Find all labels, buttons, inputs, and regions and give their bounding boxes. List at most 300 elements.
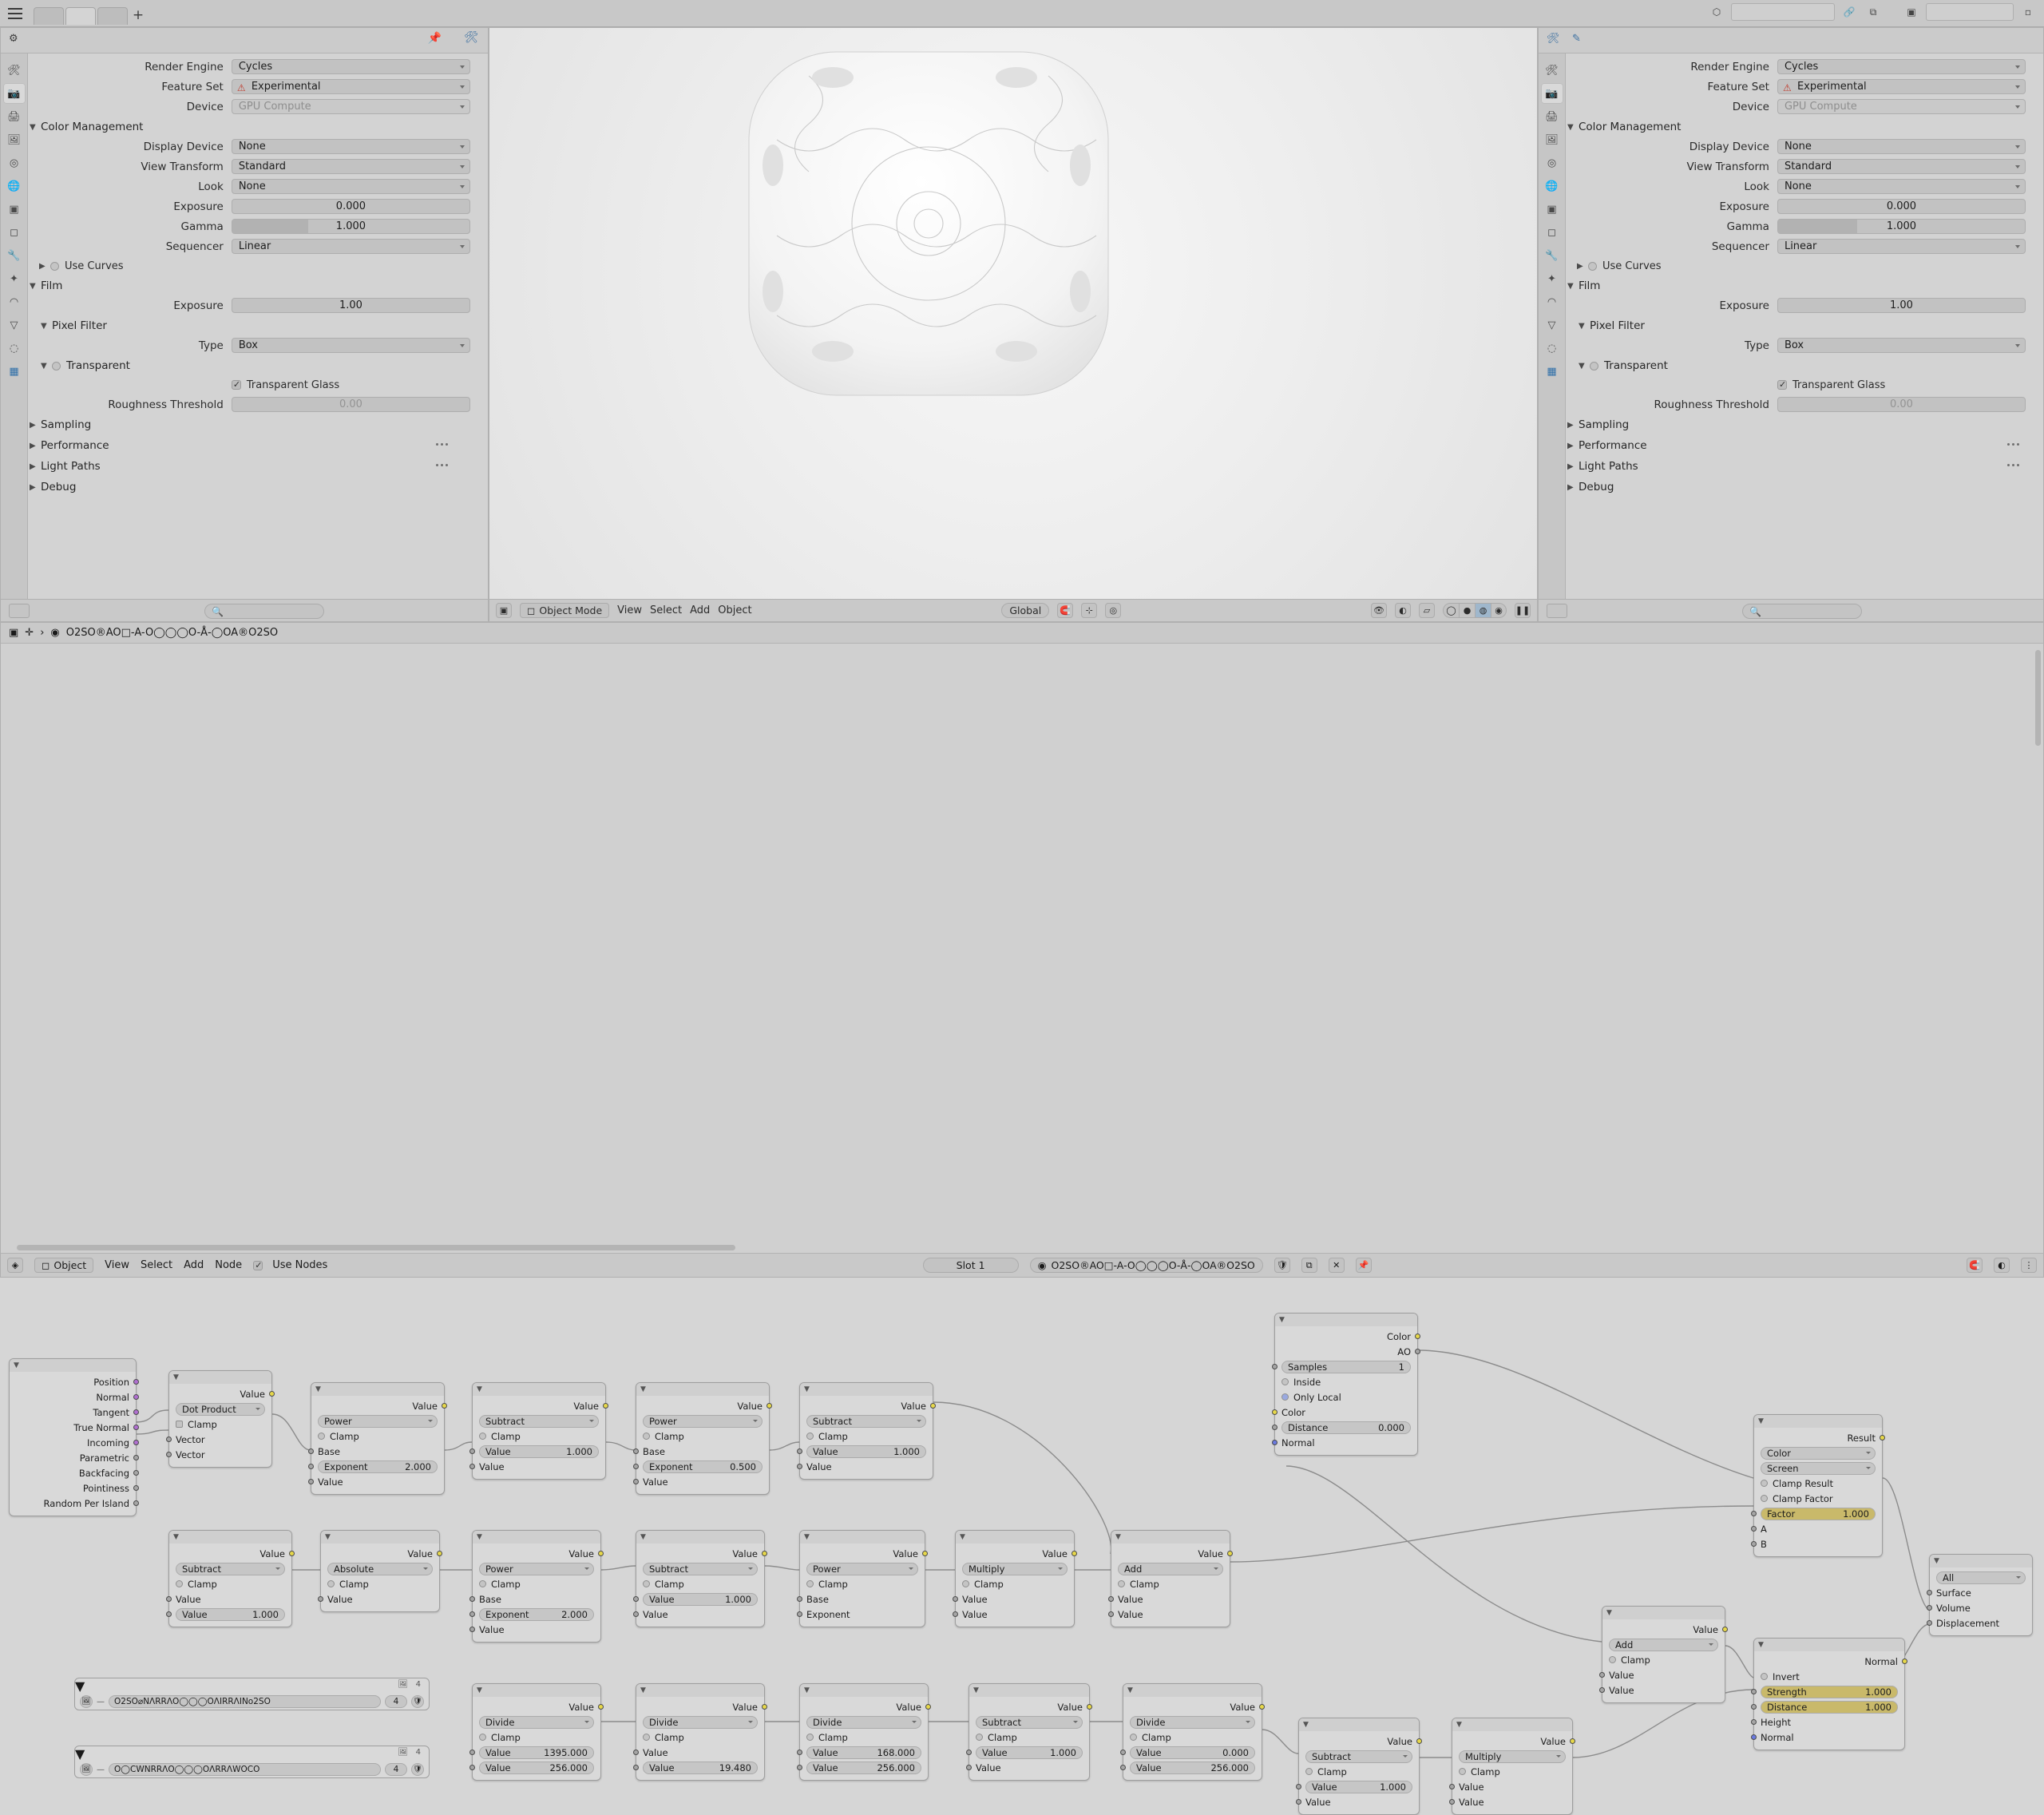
toggle[interactable] — [643, 1580, 650, 1587]
node-toggle-row[interactable] — [636, 1429, 769, 1444]
output-socket[interactable] — [1415, 1349, 1420, 1354]
input-socket[interactable] — [797, 1596, 802, 1602]
input-socket[interactable] — [1927, 1590, 1932, 1595]
node-header[interactable] — [800, 1531, 925, 1544]
tab-render[interactable]: 📷 — [1541, 83, 1563, 104]
output-socket[interactable] — [133, 1394, 139, 1400]
node-value-field[interactable] — [800, 1745, 928, 1760]
dropdown-value[interactable]: Divide — [479, 1716, 594, 1729]
input-socket[interactable] — [633, 1750, 639, 1755]
gamma-slider[interactable] — [1777, 219, 2026, 234]
node-input-row[interactable] — [311, 1474, 444, 1489]
input-socket[interactable] — [166, 1452, 172, 1457]
node-output-row[interactable] — [1299, 1734, 1419, 1749]
performance-options-icon[interactable] — [2007, 443, 2019, 446]
node-output-socket-row[interactable] — [10, 1435, 136, 1450]
output-socket[interactable] — [598, 1551, 604, 1556]
node-toggle-row[interactable] — [1275, 1389, 1417, 1405]
value-field[interactable] — [1130, 1762, 1255, 1774]
toggle[interactable] — [327, 1580, 335, 1587]
node-header[interactable] — [1754, 1415, 1882, 1428]
snap-magnet-icon[interactable]: 🧲 — [1057, 603, 1073, 618]
tab-particles[interactable]: ✦ — [10, 272, 18, 285]
node-n_dot[interactable] — [168, 1370, 272, 1468]
node-input-row[interactable] — [1930, 1615, 2032, 1631]
node-header[interactable] — [1754, 1639, 1904, 1651]
node-input-row[interactable] — [1452, 1794, 1572, 1809]
node-input-row[interactable] — [1930, 1585, 2032, 1600]
node-n_sub1[interactable] — [472, 1382, 606, 1480]
tab-tool[interactable]: 🛠 — [1545, 64, 1559, 77]
input-socket[interactable] — [166, 1596, 172, 1602]
toggle[interactable] — [1761, 1480, 1768, 1487]
editor-type-button[interactable] — [9, 604, 30, 618]
tab-world[interactable]: 🌐 — [1545, 180, 1559, 192]
input-socket[interactable] — [633, 1611, 639, 1617]
node-operation-dropdown[interactable] — [1123, 1714, 1262, 1730]
tab-view-layer[interactable]: 🖼 — [7, 133, 21, 146]
chevron-down-icon[interactable]: ▼ — [477, 1533, 482, 1541]
node-output-socket-row[interactable] — [10, 1465, 136, 1480]
toggle[interactable] — [643, 1433, 650, 1440]
node-operation-dropdown[interactable] — [1111, 1561, 1230, 1576]
output-socket[interactable] — [1880, 1435, 1885, 1441]
tab-constraints[interactable]: ▽ — [10, 319, 18, 331]
pixel-filter-type-dropdown[interactable]: Box — [1777, 338, 2026, 353]
shield-icon[interactable]: 🛡 — [411, 1763, 424, 1776]
viewlayer-add-icon[interactable]: ▫ — [2018, 3, 2038, 21]
section-light-paths[interactable] — [1567, 458, 2026, 475]
section-debug[interactable] — [1567, 478, 2026, 496]
node-operation-dropdown[interactable] — [636, 1714, 764, 1730]
input-socket[interactable] — [797, 1750, 802, 1755]
scene-field[interactable] — [1731, 3, 1835, 21]
tab-data[interactable]: ◌ — [9, 342, 19, 355]
node-operation-dropdown[interactable] — [636, 1561, 764, 1576]
film-exposure-field[interactable] — [1777, 298, 2026, 313]
horizontal-scrollbar[interactable] — [17, 1245, 735, 1250]
node-header[interactable] — [636, 1531, 764, 1544]
node-output-row[interactable] — [1754, 1654, 1904, 1669]
snap-target-icon[interactable]: ⊹ — [1081, 603, 1097, 618]
output-socket[interactable] — [922, 1551, 928, 1556]
toggle[interactable] — [806, 1433, 814, 1440]
tab-tool[interactable]: 🛠 — [7, 64, 21, 77]
copy-icon[interactable]: ⧉ — [1301, 1258, 1317, 1273]
section-sampling[interactable] — [1567, 416, 2026, 434]
dropdown-value[interactable]: Subtract — [643, 1563, 758, 1575]
output-socket[interactable] — [1902, 1658, 1907, 1664]
node-input-row[interactable] — [1754, 1536, 1882, 1551]
node-header[interactable] — [1123, 1684, 1262, 1697]
vertical-scrollbar[interactable] — [2035, 650, 2041, 746]
node-output-socket-row[interactable] — [10, 1389, 136, 1405]
chevron-down-icon[interactable]: ▼ — [640, 1686, 646, 1694]
input-socket[interactable] — [1599, 1672, 1605, 1678]
tab-collection[interactable]: ▣ — [1547, 203, 1557, 216]
value-field[interactable] — [1761, 1701, 1898, 1714]
node-value-field[interactable] — [311, 1459, 444, 1474]
film-exposure-field[interactable] — [232, 298, 470, 313]
input-socket[interactable] — [1751, 1689, 1757, 1694]
node-toggle-row[interactable] — [956, 1576, 1074, 1591]
node-value-field[interactable] — [473, 1745, 600, 1760]
editor-type-icon[interactable]: ⚙ — [9, 33, 18, 45]
output-socket[interactable] — [133, 1440, 139, 1445]
workspace-tab-2[interactable] — [65, 7, 96, 25]
node-value-field[interactable] — [1754, 1506, 1882, 1521]
dropdown-value[interactable]: Power — [318, 1415, 438, 1428]
input-socket[interactable] — [966, 1765, 972, 1770]
exposure-slider[interactable] — [232, 199, 470, 214]
node-operation-dropdown[interactable] — [800, 1561, 925, 1576]
node-output-row[interactable] — [473, 1398, 605, 1413]
output-socket[interactable] — [1570, 1738, 1575, 1744]
node-header[interactable] — [169, 1531, 291, 1544]
node-operation-dropdown[interactable] — [473, 1561, 600, 1576]
node-input-row[interactable] — [800, 1607, 925, 1622]
node-input-row[interactable] — [1754, 1730, 1904, 1745]
node-input-row[interactable] — [956, 1591, 1074, 1607]
input-socket[interactable] — [1751, 1719, 1757, 1725]
node-n_add2[interactable] — [1602, 1606, 1725, 1703]
node-operation-dropdown[interactable] — [1754, 1460, 1882, 1476]
node-image-texture[interactable] — [74, 1678, 430, 1710]
visibility-icon[interactable]: 👁 — [1371, 603, 1387, 618]
input-socket[interactable] — [633, 1479, 639, 1484]
node-input-row[interactable] — [1275, 1435, 1417, 1450]
toggle[interactable] — [479, 1433, 486, 1440]
node-output-row[interactable] — [636, 1546, 764, 1561]
editor-type-icon[interactable]: 🛠 — [1547, 33, 1560, 45]
chevron-down-icon[interactable]: ▼ — [1303, 1721, 1309, 1729]
menu-icon[interactable] — [6, 5, 24, 21]
node-output-socket-row[interactable] — [10, 1496, 136, 1511]
copy-icon[interactable]: ⧉ — [1864, 3, 1883, 21]
properties-search-input[interactable] — [1742, 604, 1862, 619]
node-value-field[interactable] — [1754, 1684, 1904, 1699]
node-input-row[interactable] — [473, 1622, 600, 1637]
node-n_div3[interactable] — [799, 1683, 929, 1781]
dropdown-value[interactable]: Divide — [643, 1716, 758, 1729]
node-operation-dropdown[interactable] — [169, 1401, 271, 1417]
toggle[interactable] — [806, 1580, 814, 1587]
input-socket[interactable] — [1751, 1511, 1757, 1516]
pin-icon[interactable]: 📌 — [1356, 1258, 1372, 1273]
node-header[interactable] — [321, 1531, 439, 1544]
node-input-row[interactable] — [321, 1591, 439, 1607]
node-output-row[interactable] — [169, 1546, 291, 1561]
tab-physics[interactable]: ◠ — [9, 295, 19, 308]
node-value-field[interactable] — [169, 1607, 291, 1622]
menu-add[interactable]: Add — [184, 1259, 204, 1271]
light-paths-options-icon[interactable] — [2007, 464, 2019, 466]
node-value-field[interactable] — [1754, 1699, 1904, 1714]
look-dropdown[interactable]: None — [232, 179, 470, 194]
use-curves-checkbox[interactable] — [50, 262, 59, 271]
value-field[interactable] — [806, 1746, 921, 1759]
node-input-row[interactable] — [473, 1591, 600, 1607]
render-engine-dropdown[interactable]: Cycles — [232, 59, 470, 74]
node-operation-dropdown[interactable] — [321, 1561, 439, 1576]
input-socket[interactable] — [1272, 1425, 1278, 1430]
toggle[interactable] — [806, 1734, 814, 1741]
input-socket[interactable] — [1120, 1765, 1126, 1770]
node-output-row[interactable] — [321, 1546, 439, 1561]
menu-view[interactable]: View — [617, 604, 642, 616]
node-n_out[interactable] — [1929, 1554, 2033, 1636]
node-n_pow3[interactable] — [472, 1530, 601, 1643]
output-socket[interactable] — [762, 1551, 767, 1556]
node-toggle-row[interactable] — [969, 1730, 1089, 1745]
section-debug[interactable] — [30, 478, 470, 496]
node-input-row[interactable] — [636, 1745, 764, 1760]
tab-collection[interactable]: ▣ — [9, 203, 19, 216]
input-socket[interactable] — [1120, 1750, 1126, 1755]
output-socket[interactable] — [133, 1425, 139, 1430]
transparent-checkbox[interactable] — [52, 362, 61, 371]
node-input-row[interactable] — [169, 1591, 291, 1607]
dropdown-value[interactable]: Add — [1609, 1639, 1718, 1651]
node-header[interactable] — [473, 1383, 605, 1396]
node-header[interactable] — [800, 1383, 933, 1396]
display-device-dropdown[interactable]: None — [232, 139, 470, 154]
pause-render-icon[interactable]: ❚❚ — [1515, 603, 1531, 618]
node-operation-dropdown[interactable] — [1299, 1749, 1419, 1764]
node-input-row[interactable] — [1602, 1667, 1725, 1682]
input-socket[interactable] — [1272, 1364, 1278, 1369]
browse-image-icon[interactable]: 🖼 — [80, 1695, 93, 1708]
output-socket[interactable] — [762, 1704, 767, 1710]
viewlayer-field[interactable] — [1926, 3, 2014, 21]
chevron-down-icon[interactable]: ▼ — [1279, 1316, 1285, 1324]
tab-scene[interactable]: ◎ — [9, 157, 19, 169]
node-n_pow2[interactable] — [636, 1382, 770, 1495]
film-section[interactable] — [30, 277, 470, 295]
input-socket[interactable] — [1927, 1605, 1932, 1611]
node-n_div4[interactable] — [1123, 1683, 1262, 1781]
dropdown-value[interactable]: Multiply — [962, 1563, 1068, 1575]
node-input-row[interactable] — [800, 1591, 925, 1607]
node-value-field[interactable] — [969, 1745, 1089, 1760]
node-input-row[interactable] — [1452, 1779, 1572, 1794]
input-socket[interactable] — [953, 1596, 958, 1602]
section-sampling[interactable] — [30, 416, 470, 434]
transform-orientation-dropdown[interactable] — [1001, 603, 1049, 618]
image-user-count[interactable]: 4 — [385, 1763, 407, 1776]
input-socket[interactable] — [469, 1596, 475, 1602]
input-socket[interactable] — [1296, 1784, 1301, 1789]
tab-object[interactable]: ◻ — [10, 226, 18, 239]
output-socket[interactable] — [1415, 1334, 1420, 1339]
node-header[interactable] — [1602, 1607, 1725, 1619]
tab-world[interactable]: 🌐 — [7, 180, 21, 192]
chevron-down-icon[interactable]: ▼ — [1934, 1557, 1939, 1565]
input-socket[interactable] — [1272, 1409, 1278, 1415]
node-value-field[interactable] — [800, 1444, 933, 1459]
workspace-tab-1[interactable] — [34, 7, 64, 25]
node-header[interactable] — [311, 1383, 444, 1396]
look-dropdown[interactable]: None — [1777, 179, 2026, 194]
use-nodes-checkbox[interactable] — [253, 1261, 263, 1270]
node-value-field[interactable] — [800, 1760, 928, 1775]
input-socket[interactable] — [308, 1464, 314, 1469]
node-input-row[interactable] — [636, 1444, 769, 1459]
value-field[interactable] — [318, 1460, 438, 1473]
close-icon[interactable]: ✕ — [1329, 1258, 1345, 1273]
chevron-down-icon[interactable]: ▼ — [14, 1361, 19, 1369]
shading-mode-group[interactable] — [1443, 603, 1507, 618]
workspace-tab-3[interactable] — [97, 7, 128, 25]
toggle[interactable] — [1459, 1768, 1466, 1775]
node-input-row[interactable] — [636, 1607, 764, 1622]
input-socket[interactable] — [1449, 1784, 1455, 1789]
value-field[interactable] — [643, 1762, 758, 1774]
new-workspace-button[interactable]: + — [132, 7, 145, 23]
input-socket[interactable] — [1108, 1611, 1114, 1617]
node-n_sub5[interactable] — [969, 1683, 1090, 1781]
dropdown-value[interactable]: Dot Product — [176, 1403, 265, 1416]
tab-modifiers[interactable]: 🔧 — [1545, 249, 1559, 262]
tab-modifiers[interactable]: 🔧 — [7, 249, 21, 262]
node-operation-dropdown[interactable] — [473, 1413, 605, 1429]
node-value-field[interactable] — [1299, 1779, 1419, 1794]
view-transform-dropdown[interactable]: Standard — [1777, 159, 2026, 174]
node-operation-dropdown[interactable] — [800, 1714, 928, 1730]
transparent-glass-row[interactable] — [1566, 377, 2026, 393]
node-header[interactable] — [473, 1531, 600, 1544]
transparent-checkbox[interactable] — [1590, 362, 1598, 371]
slot-dropdown[interactable] — [923, 1258, 1019, 1273]
node-toggle-row[interactable] — [1602, 1652, 1725, 1667]
node-output-row[interactable] — [1754, 1430, 1882, 1445]
node-header[interactable] — [169, 1371, 271, 1384]
value-field[interactable] — [479, 1746, 594, 1759]
dropdown-value[interactable]: Divide — [806, 1716, 921, 1729]
node-toggle-row[interactable] — [1754, 1476, 1882, 1491]
node-value-field[interactable] — [1123, 1745, 1262, 1760]
node-input-row[interactable] — [1754, 1714, 1904, 1730]
node-n_bump[interactable] — [1753, 1638, 1905, 1750]
color-management-section[interactable] — [1567, 118, 2026, 136]
node-operation-dropdown[interactable] — [473, 1714, 600, 1730]
view-transform-dropdown[interactable]: Standard — [232, 159, 470, 174]
menu-add[interactable]: Add — [690, 604, 711, 616]
roughness-threshold-field[interactable] — [1777, 397, 2026, 412]
node-input-row[interactable] — [800, 1459, 933, 1474]
node-input-row[interactable] — [969, 1760, 1089, 1775]
node-value-field[interactable] — [1275, 1420, 1417, 1435]
toggle[interactable] — [479, 1580, 486, 1587]
checkbox[interactable] — [176, 1421, 183, 1428]
tab-data[interactable]: ◌ — [1547, 342, 1557, 355]
pixel-filter-section[interactable] — [30, 317, 470, 335]
tab-physics[interactable]: ◠ — [1547, 295, 1557, 308]
menu-object[interactable]: Object — [718, 604, 752, 616]
node-output-row[interactable] — [1111, 1546, 1230, 1561]
node-header[interactable] — [473, 1684, 600, 1697]
value-field[interactable] — [1281, 1361, 1411, 1373]
tab-material[interactable]: ▦ — [9, 365, 19, 378]
input-socket[interactable] — [1751, 1526, 1757, 1532]
node-input-row[interactable] — [1299, 1794, 1419, 1809]
chevron-down-icon[interactable]: ▼ — [1758, 1417, 1764, 1425]
node-header[interactable] — [1275, 1314, 1417, 1326]
chevron-down-icon[interactable]: ▼ — [804, 1686, 810, 1694]
chevron-down-icon[interactable]: ▼ — [173, 1373, 179, 1381]
output-socket[interactable] — [603, 1403, 608, 1409]
toggle[interactable] — [176, 1580, 183, 1587]
input-socket[interactable] — [1272, 1440, 1278, 1445]
input-socket[interactable] — [1751, 1541, 1757, 1547]
output-socket[interactable] — [1072, 1551, 1077, 1556]
node-output-row[interactable] — [969, 1699, 1089, 1714]
menu-view[interactable]: View — [105, 1259, 129, 1271]
node-toggle-row[interactable] — [1754, 1491, 1882, 1506]
tab-particles[interactable]: ✦ — [1547, 272, 1556, 285]
output-socket[interactable] — [925, 1704, 931, 1710]
output-socket[interactable] — [133, 1379, 139, 1385]
node-operation-dropdown[interactable] — [636, 1413, 769, 1429]
input-socket[interactable] — [1296, 1799, 1301, 1805]
input-socket[interactable] — [633, 1765, 639, 1770]
value-field[interactable] — [479, 1762, 594, 1774]
input-socket[interactable] — [166, 1611, 172, 1617]
chevron-down-icon[interactable]: ▼ — [477, 1385, 482, 1393]
node-header[interactable] — [956, 1531, 1074, 1544]
viewport-canvas[interactable] — [489, 28, 1537, 599]
chevron-down-icon[interactable]: ▼ — [75, 1746, 85, 1762]
transparent-section[interactable] — [1567, 357, 2026, 374]
chevron-down-icon[interactable]: ▼ — [640, 1385, 646, 1393]
input-socket[interactable] — [953, 1611, 958, 1617]
node-input-row[interactable] — [1754, 1521, 1882, 1536]
chevron-down-icon[interactable]: ▼ — [1606, 1609, 1612, 1617]
menu-select[interactable]: Select — [140, 1259, 173, 1271]
overlays-icon[interactable]: ◐ — [1395, 603, 1411, 618]
workspace-tabs[interactable] — [34, 2, 147, 25]
chevron-down-icon[interactable]: ▼ — [804, 1533, 810, 1541]
output-socket[interactable] — [133, 1455, 139, 1460]
interaction-mode-dropdown[interactable] — [520, 603, 609, 618]
exposure-slider[interactable] — [1777, 199, 2026, 214]
tab-scene[interactable]: ◎ — [1547, 157, 1557, 169]
shading-solid-icon[interactable]: ● — [1459, 603, 1475, 618]
node-n_mul2[interactable] — [1452, 1718, 1573, 1815]
node-output-socket-row[interactable] — [10, 1450, 136, 1465]
node-input-row[interactable] — [473, 1459, 605, 1474]
display-device-dropdown[interactable]: None — [1777, 139, 2026, 154]
output-socket[interactable] — [289, 1551, 295, 1556]
dropdown-value[interactable]: Screen — [1761, 1462, 1876, 1475]
output-socket[interactable] — [1227, 1551, 1233, 1556]
output-socket[interactable] — [1259, 1704, 1265, 1710]
chevron-down-icon[interactable]: ▼ — [1115, 1533, 1121, 1541]
input-socket[interactable] — [1927, 1620, 1932, 1626]
node-value-field[interactable] — [636, 1591, 764, 1607]
node-output-row[interactable] — [473, 1699, 600, 1714]
properties-tab-strip-right[interactable] — [1539, 53, 1566, 599]
dropdown-value[interactable]: Subtract — [1305, 1750, 1412, 1763]
output-socket[interactable] — [598, 1704, 604, 1710]
node-output-socket-row[interactable] — [10, 1374, 136, 1389]
input-socket[interactable] — [633, 1596, 639, 1602]
output-socket[interactable] — [442, 1403, 447, 1409]
dropdown-value[interactable]: Power — [806, 1563, 918, 1575]
node-toggle-row[interactable] — [1299, 1764, 1419, 1779]
input-socket[interactable] — [797, 1464, 802, 1469]
browse-image-icon[interactable]: 🖼 — [80, 1763, 93, 1776]
